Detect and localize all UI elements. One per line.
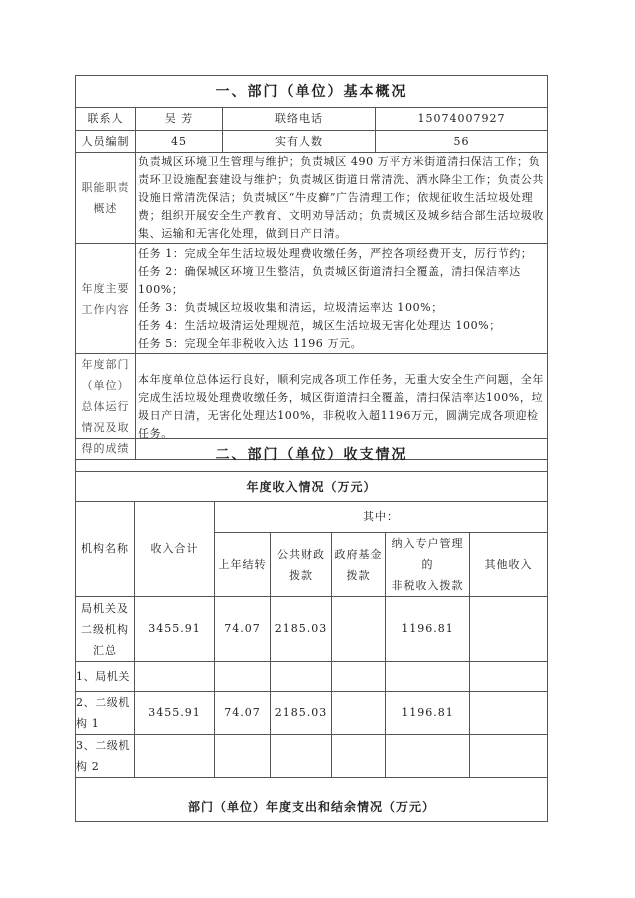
table-row xyxy=(76,735,548,778)
cell-total: 3455.91 xyxy=(135,692,215,735)
cell-non-tax xyxy=(386,735,470,778)
income-table xyxy=(75,438,548,822)
overview-text: 本年度单位总体运行良好，顺利完成各项工作任务，无重大安全生产问题，全年完成生活垃圾处理费收缴任务，城区街道清扫全覆盖，清扫保洁率达100%，垃圾日产日清，无害化处理达100%，非税收入超1196万元，圆满完成各项迎检任务。 xyxy=(136,354,548,460)
overview-label: 年度部门（单位）总体运行情况及取得的成绩 xyxy=(76,354,136,460)
duties-label: 职能职责概述 xyxy=(76,153,136,244)
task-item: 任务 4：生活垃圾清运处理规范，城区生活垃圾无害化处理达 100%； xyxy=(138,318,501,332)
staff-quota-value: 45 xyxy=(136,131,223,153)
cell-non-tax: 1196.81 xyxy=(386,597,470,662)
cell-org: 1、局机关 xyxy=(76,662,135,692)
cell-gov-fund xyxy=(332,735,386,778)
cell-org: 局机关及二级机构汇总 xyxy=(76,597,135,662)
cell-non-tax: 1196.81 xyxy=(386,692,470,735)
cell-org: 3、二级机构 2 xyxy=(76,735,135,778)
duties-text: 负责城区环境卫生管理与维护；负责城区 490 万平方米街道清扫保洁工作；负责环卫设施配套建设与维护；负责城区街道日常清洗、洒水降尘工作；负责公共设施日常清洗保洁；负责城区“牛皮癣”广告清理工作；依规征收生活垃圾处理费；组织开展安全生产教育、文明劝导活动；负责城区及城乡结合部生活垃圾收集、运输和无害化处理，做到日产日清。 xyxy=(136,153,548,244)
section2-title: 二、部门（单位）收支情况 xyxy=(76,439,548,472)
header-carryover: 上年结转 xyxy=(215,533,271,597)
header-org: 机构名称 xyxy=(76,502,135,597)
phone-label: 联络电话 xyxy=(223,108,376,131)
section1-title: 一、部门（单位）基本概况 xyxy=(76,76,548,108)
cell-carryover: 74.07 xyxy=(215,692,271,735)
cell-non-tax xyxy=(386,662,470,692)
tasks-list xyxy=(136,244,548,354)
header-gov-fund: 政府基金拨款 xyxy=(332,533,386,597)
tasks-label: 年度主要工作内容 xyxy=(76,244,136,354)
cell-other xyxy=(470,735,548,778)
header-other: 其他收入 xyxy=(470,533,548,597)
cell-public-finance: 2185.03 xyxy=(271,692,332,735)
cell-other xyxy=(470,597,548,662)
cell-total xyxy=(135,662,215,692)
cell-gov-fund xyxy=(332,597,386,662)
cell-org: 2、二级机构 1 xyxy=(76,692,135,735)
contact-value: 吴 芳 xyxy=(136,108,223,131)
header-total: 收入合计 xyxy=(135,502,215,597)
cell-other xyxy=(470,692,548,735)
cell-gov-fund xyxy=(332,662,386,692)
contact-label: 联系人 xyxy=(76,108,136,131)
phone-value: 15074007927 xyxy=(376,108,548,131)
table-row xyxy=(76,692,548,735)
cell-carryover xyxy=(215,662,271,692)
task-item: 任务 5：完现全年非税收入达 1196 万元。 xyxy=(138,336,363,350)
cell-public-finance: 2185.03 xyxy=(271,597,332,662)
cell-total xyxy=(135,735,215,778)
actual-staff-value: 56 xyxy=(376,131,548,153)
task-item: 任务 2：确保城区环境卫生整洁，负责城区街道清扫全覆盖，清扫保洁率达100%； xyxy=(138,264,521,296)
cell-carryover xyxy=(215,735,271,778)
cell-total: 3455.91 xyxy=(135,597,215,662)
cell-other xyxy=(470,662,548,692)
actual-staff-label: 实有人数 xyxy=(223,131,376,153)
task-item: 任务 3：负责城区垃圾收集和清运，垃圾清运率达 100%； xyxy=(138,300,443,314)
staff-quota-label: 人员编制 xyxy=(76,131,136,153)
income-title: 年度收入情况（万元） xyxy=(76,472,548,502)
cell-carryover: 74.07 xyxy=(215,597,271,662)
table-row xyxy=(76,597,548,662)
header-non-tax: 纳入专户管理的 非税收入拨款 xyxy=(386,533,470,597)
header-of-which: 其中： xyxy=(215,502,548,533)
expense-title: 部门（单位）年度支出和结余情况（万元） xyxy=(76,778,548,822)
cell-public-finance xyxy=(271,662,332,692)
header-public-finance: 公共财政拨款 xyxy=(271,533,332,597)
basic-info-table xyxy=(75,75,548,460)
cell-gov-fund xyxy=(332,692,386,735)
task-item: 任务 1：完成全年生活垃圾处理费收缴任务，严控各项经费开支，厉行节约； xyxy=(138,246,533,260)
table-row xyxy=(76,662,548,692)
cell-public-finance xyxy=(271,735,332,778)
